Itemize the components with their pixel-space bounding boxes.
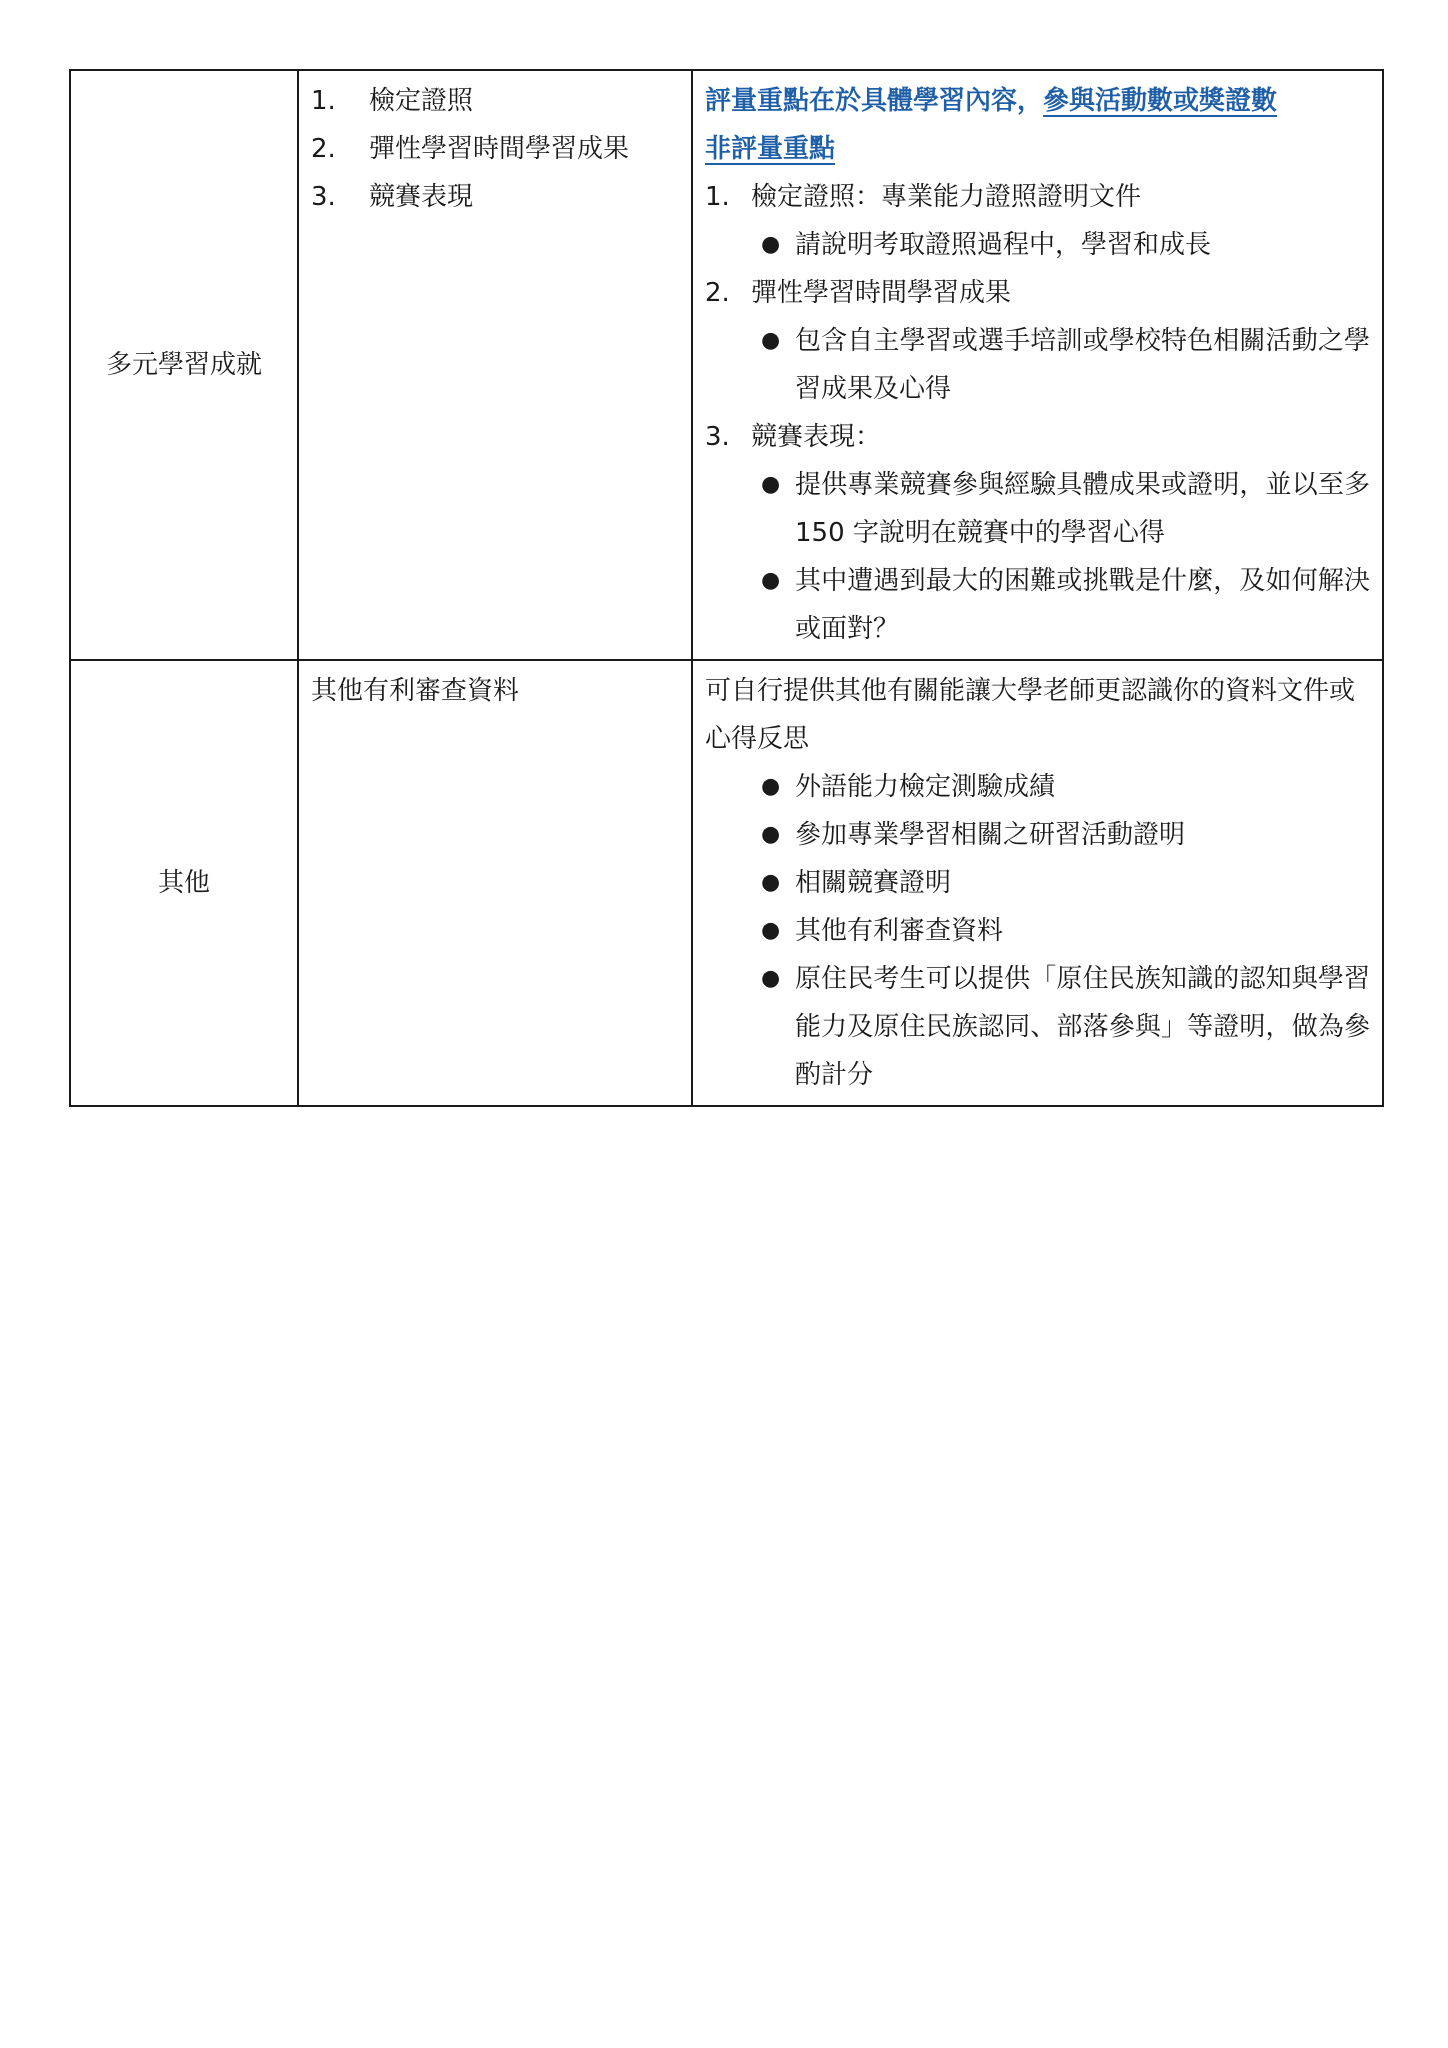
bullet-icon: ●: [761, 328, 781, 353]
bullet-item: [761, 955, 1370, 1099]
bullet-icon: ●: [761, 870, 781, 895]
guidance-cell: [692, 70, 1383, 660]
guidance-point: [705, 269, 1370, 317]
bullet-item: [761, 317, 1370, 413]
bullet-text: 相關競賽證明: [795, 868, 952, 898]
item-text: 其他有利審查資料: [311, 676, 520, 706]
bullet-item: [761, 557, 1370, 653]
review-criteria-table: [69, 69, 1384, 1107]
bullet-text: 包含自主學習或選手培訓或學校特色相關活動之學習成果及心得: [795, 326, 1370, 404]
list-item: [311, 77, 679, 125]
category-label: 多元學習成就: [105, 350, 262, 380]
guidance-point: [705, 173, 1370, 221]
bullet-icon: ●: [761, 568, 781, 593]
bullet-item: [761, 811, 1370, 859]
point-text: 競賽表現：: [751, 422, 882, 452]
bullet-text: 原住民考生可以提供「原住民族知識的認知與學習能力及原住民族認同、部落參與」等證明，做為參酌計分: [795, 964, 1370, 1090]
item-number: 2.: [311, 134, 336, 164]
bullet-icon: ●: [761, 966, 781, 991]
category-cell: [70, 70, 298, 660]
bullet-item: [761, 763, 1370, 811]
item-text: 競賽表現: [369, 182, 474, 212]
bullet-text: 其中遭遇到最大的困難或挑戰是什麼，及如何解決或面對？: [795, 566, 1370, 644]
bullet-icon: ●: [761, 774, 781, 799]
category-label: 其他: [157, 868, 210, 898]
bullet-item: [761, 461, 1370, 557]
bullet-list: [705, 461, 1370, 653]
evaluation-focus-note: [705, 77, 1370, 173]
evaluation-focus-underlined: 非評量重點: [705, 134, 836, 164]
guidance-cell: [692, 660, 1383, 1106]
bullet-text: 其他有利審查資料: [795, 916, 1004, 946]
point-number: 2.: [705, 278, 730, 308]
bullet-text: 參加專業學習相關之研習活動證明: [795, 820, 1186, 850]
bullet-list: [705, 317, 1370, 413]
evaluation-focus-underlined: 參與活動數或獎證數: [1043, 86, 1278, 116]
bullet-item: [761, 907, 1370, 955]
category-cell: [70, 660, 298, 1106]
item-text: 檢定證照: [369, 86, 474, 116]
table-row: [70, 70, 1383, 660]
point-text: 檢定證照：專業能力證照證明文件: [751, 182, 1142, 212]
list-item: [311, 125, 679, 173]
items-cell: [298, 660, 692, 1106]
table-row: [70, 660, 1383, 1106]
bullet-item: [761, 221, 1370, 269]
items-cell: [298, 70, 692, 660]
bullet-list: [705, 763, 1370, 1099]
evaluation-focus-text: 評量重點在於具體學習內容，: [705, 86, 1044, 116]
bullet-icon: ●: [761, 472, 781, 497]
bullet-icon: ●: [761, 822, 781, 847]
bullet-icon: ●: [761, 918, 781, 943]
point-number: 3.: [705, 422, 730, 452]
guidance-point: [705, 413, 1370, 461]
bullet-text: 提供專業競賽參與經驗具體成果或證明，並以至多 150 字說明在競賽中的學習心得: [795, 470, 1370, 548]
bullet-item: [761, 859, 1370, 907]
item-text: 彈性學習時間學習成果: [369, 134, 630, 164]
list-item: [311, 173, 679, 221]
items-list: [311, 77, 679, 221]
guidance-intro: 可自行提供其他有關能讓大學老師更認識你的資料文件或心得反思: [705, 676, 1356, 754]
item-number: 1.: [311, 86, 336, 116]
point-number: 1.: [705, 182, 730, 212]
bullet-text: 請說明考取證照過程中，學習和成長: [795, 230, 1212, 260]
bullet-list: [705, 221, 1370, 269]
point-text: 彈性學習時間學習成果: [751, 278, 1012, 308]
bullet-text: 外語能力檢定測驗成績: [795, 772, 1056, 802]
item-number: 3.: [311, 182, 336, 212]
bullet-icon: ●: [761, 232, 781, 257]
